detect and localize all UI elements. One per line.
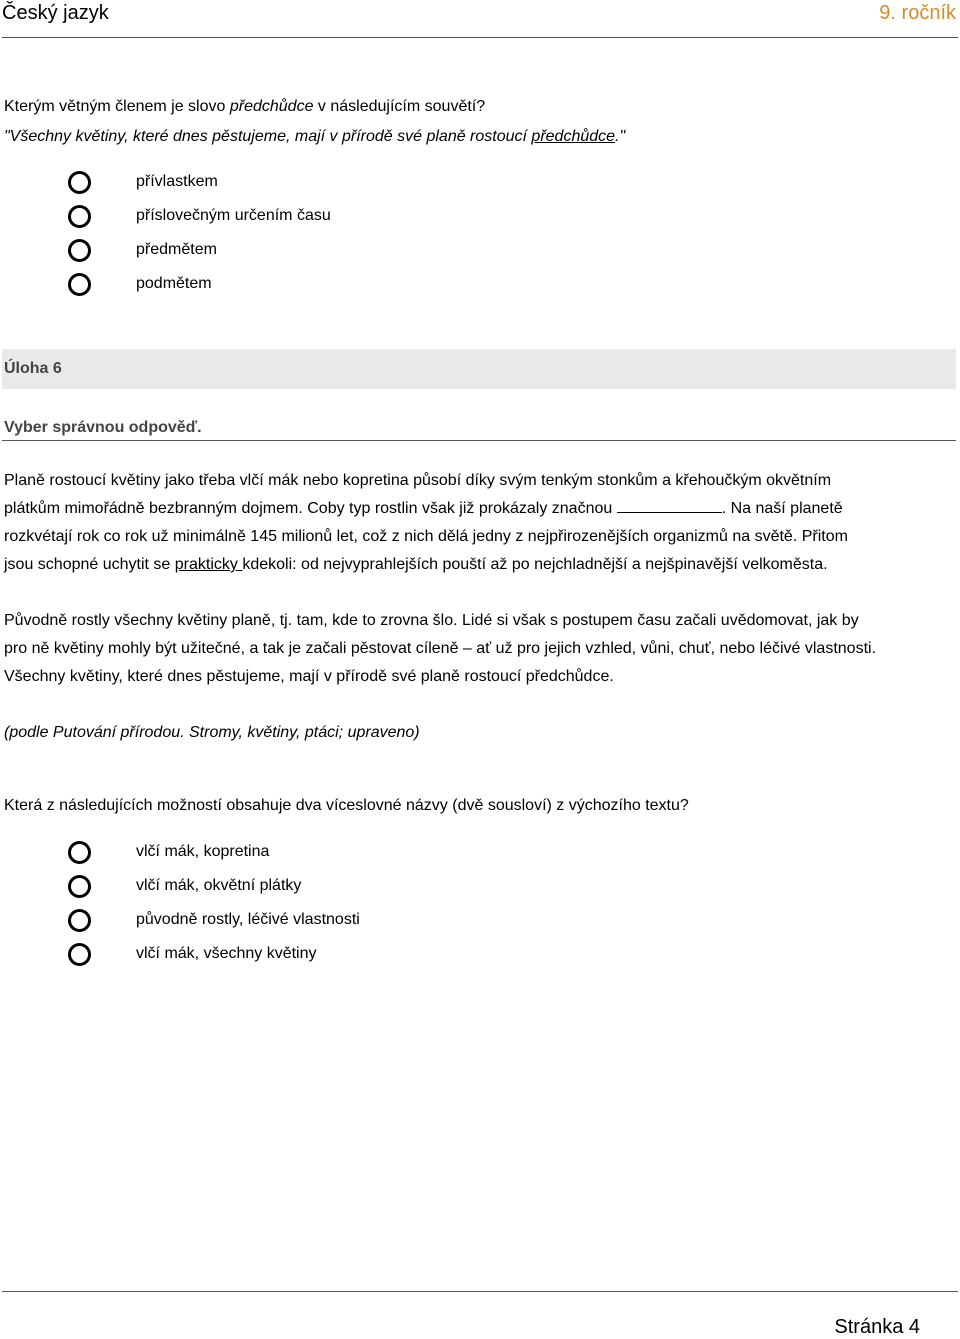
text-line <box>4 495 958 523</box>
question2-prompt: Která z následujících možností obsahuje dva víceslovné názvy (dvě sousloví) z výchozího textu? <box>4 797 689 814</box>
text-line: Původně rostly všechny květiny planě, tj. tam, kde to zrovna šlo. Lidé si však s postupem času začali uvědomovat, jak by <box>4 612 859 629</box>
radio-button-icon[interactable] <box>68 239 91 262</box>
header-divider <box>2 37 958 38</box>
q1-prompt-text-end: v následujícím souvětí? <box>313 98 486 115</box>
q1-prompt-text: Kterým větným členem je slovo <box>4 98 230 115</box>
underlined-word: prakticky <box>174 556 243 573</box>
text-segment: kdekoli: od nejvyprahlejších pouští až po nejchladnější a nejšpinavější velkoměsta. <box>242 556 828 573</box>
radio-button-icon[interactable] <box>68 943 91 966</box>
radio-button-icon[interactable] <box>68 205 91 228</box>
q2-option-label: vlčí mák, okvětní plátky <box>136 877 302 894</box>
q1-quote-text: "Všechny květiny, které dnes pěstujeme, mají v přírodě své planě rostoucí <box>4 128 532 145</box>
q2-option-label: vlčí mák, všechny květiny <box>136 945 317 962</box>
q1-quote-word: předchůdce <box>531 128 616 145</box>
task-instruction: Vyber správnou odpověď. <box>4 419 202 436</box>
task-title: Úloha 6 <box>4 360 62 377</box>
q2-option-label: původně rostly, léčivé vlastnosti <box>136 911 360 928</box>
text-line: Všechny květiny, které dnes pěstujeme, mají v přírodě své planě rostoucí předchůdce. <box>4 668 614 685</box>
text-segment: . Na naší planetě <box>721 500 843 517</box>
instruction-divider <box>2 440 956 441</box>
answer-blank <box>617 498 722 513</box>
radio-button-icon[interactable] <box>68 909 91 932</box>
q1-quote-end: ." <box>615 128 626 145</box>
question1-quote <box>4 127 625 147</box>
text-line: pro ně květiny mohly být užitečné, a tak je začali pěstovat cíleně – ať už pro jejich vzhled, vůni, chuť, nebo léčivé vlastnosti. <box>4 640 877 657</box>
question1-prompt <box>4 97 485 117</box>
task-header <box>2 349 956 389</box>
paragraph-1 <box>4 467 958 579</box>
q1-option-label: předmětem <box>136 241 217 258</box>
q1-option-label: přívlastkem <box>136 173 218 190</box>
header-subject: Český jazyk <box>2 2 109 24</box>
header-grade: 9. ročník <box>879 2 956 24</box>
text-source: (podle Putování přírodou. Stromy, květiny, ptáci; upraveno) <box>4 724 420 741</box>
q1-option-label: podmětem <box>136 275 212 292</box>
text-segment: jsou schopné uchytit se <box>4 556 175 573</box>
radio-button-icon[interactable] <box>68 875 91 898</box>
radio-button-icon[interactable] <box>68 273 91 296</box>
text-line: Planě rostoucí květiny jako třeba vlčí mák nebo kopretina působí díky svým tenkým stonkům a křehoučkým okvětním <box>4 472 832 489</box>
text-line: rozkvétají rok co rok už minimálně 145 milionů let, což z nich dělá jedny z nejpřirozenějších organizmů na světě. Přitom <box>4 528 848 545</box>
radio-button-icon[interactable] <box>68 841 91 864</box>
q1-prompt-word: předchůdce <box>229 98 314 115</box>
q1-option-label: příslovečným určením času <box>136 207 331 224</box>
text-line <box>4 551 958 579</box>
q2-option-label: vlčí mák, kopretina <box>136 843 270 860</box>
paragraph-2 <box>4 607 958 691</box>
radio-button-icon[interactable] <box>68 171 91 194</box>
text-segment: plátkům mimořádně bezbranným dojmem. Coby typ rostlin však již prokázaly značnou <box>4 500 617 517</box>
footer-divider <box>2 1291 958 1292</box>
page-number: Stránka 4 <box>834 1316 920 1338</box>
